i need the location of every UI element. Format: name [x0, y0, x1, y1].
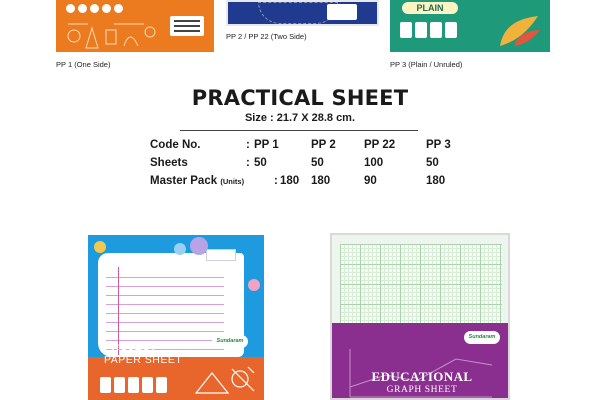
spec-row-code: Code No. : PP 1 PP 2 PP 22 PP 3	[150, 139, 451, 151]
pp3-caption: PP 3 (Plain / Unruled)	[390, 60, 463, 69]
pp2-cover-decoration	[258, 2, 338, 24]
feature-icon	[100, 377, 111, 393]
flower-icon	[174, 243, 186, 255]
spec-value: PP 2	[311, 139, 336, 151]
chemistry-sketch-icon	[192, 363, 258, 397]
pp1-cover-thumbnail	[56, 0, 214, 52]
spec-value: 180	[280, 175, 300, 187]
project-subtitle: PAPER SHEET	[104, 354, 183, 366]
graph-subtitle: GRAPH SHEET	[386, 385, 458, 395]
feature-icon	[114, 377, 125, 393]
spec-value: 50	[254, 157, 267, 169]
feature-icon	[142, 377, 153, 393]
pp2-cover-thumbnail	[226, 0, 379, 26]
project-sheet-cover	[88, 235, 264, 400]
feature-icon	[430, 22, 442, 38]
project-title: PROJECT	[104, 341, 158, 353]
pp3-cover-label: PLAIN	[402, 2, 458, 14]
price-tag	[206, 249, 236, 261]
spec-value: 180	[311, 175, 331, 187]
size-text: Size : 21.7 X 28.8 cm.	[244, 112, 356, 124]
feature-icons	[400, 22, 457, 38]
leaf-art-icon	[494, 12, 544, 48]
feature-icon	[156, 377, 167, 393]
graph-grid	[340, 244, 502, 325]
spec-value: 90	[364, 175, 377, 187]
feature-icon	[400, 22, 412, 38]
price-tag	[170, 16, 204, 36]
feature-icon	[445, 22, 457, 38]
spec-value: PP 1	[254, 139, 279, 151]
science-doodle-icon	[64, 20, 164, 50]
spec-unit: (Units)	[220, 177, 245, 186]
spec-row-master-pack: Master Pack (Units) : 180 180 90 180	[150, 175, 446, 187]
spec-table	[150, 139, 470, 193]
feature-icons	[100, 377, 167, 393]
spec-label: Sheets	[150, 157, 188, 169]
pp1-caption: PP 1 (One Side)	[56, 60, 111, 69]
feature-icon	[415, 22, 427, 38]
spec-label: Code No.	[150, 139, 201, 151]
star-icon	[94, 241, 106, 253]
page-title: PRACTICAL SHEET	[191, 86, 409, 110]
spec-label: Master Pack (Units)	[150, 175, 245, 187]
brand-logo: Sundaram	[464, 331, 500, 344]
pp2-caption: PP 2 / PP 22 (Two Side)	[226, 32, 307, 41]
title-divider	[180, 130, 418, 131]
price-tag	[327, 4, 357, 20]
spec-value: 50	[311, 157, 324, 169]
spec-value: 50	[426, 157, 439, 169]
feature-icon	[128, 377, 139, 393]
spec-value: PP 3	[426, 139, 451, 151]
spec-value: 100	[364, 157, 384, 169]
spec-value: 180	[426, 175, 446, 187]
spec-row-sheets: Sheets : 50 50 100 50	[150, 157, 439, 169]
pp1-cover-dots	[66, 4, 123, 13]
dna-icon	[190, 237, 208, 255]
graph-sheet-cover	[330, 233, 510, 400]
pp3-cover-thumbnail	[390, 0, 550, 52]
spec-value: PP 22	[364, 139, 396, 151]
brand-logo: Sundaram	[212, 335, 248, 348]
graph-title: EDUCATIONAL	[371, 369, 473, 384]
scissors-icon	[248, 279, 260, 291]
